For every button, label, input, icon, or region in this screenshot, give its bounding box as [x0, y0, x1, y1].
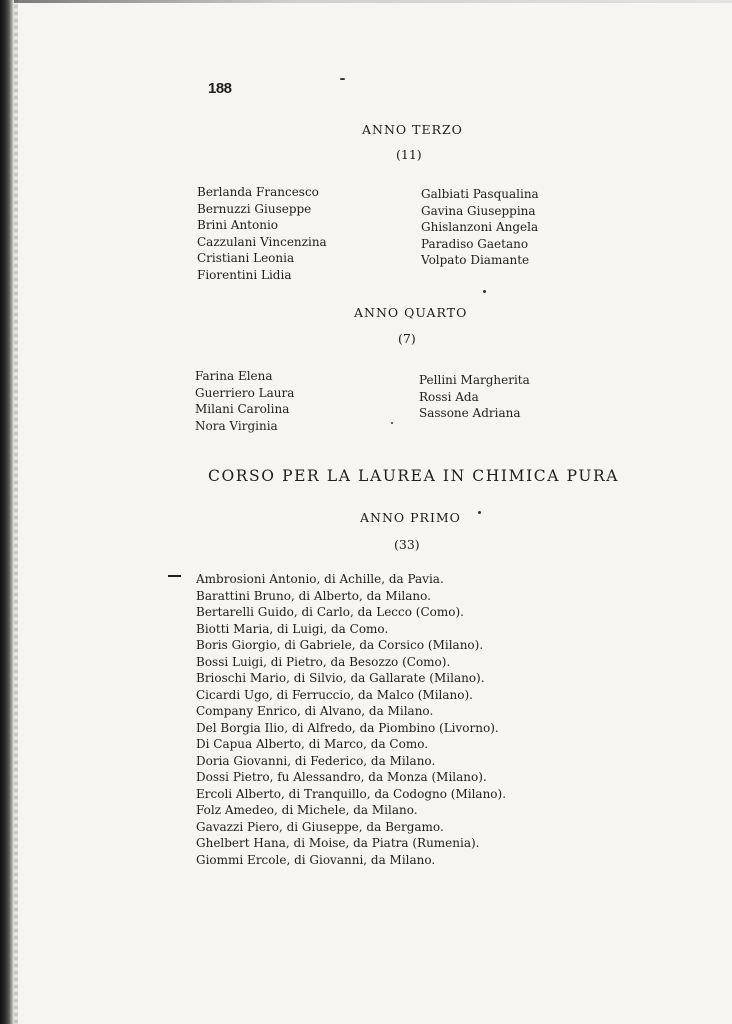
list-item: Giommi Ercole, di Giovanni, da Milano.: [196, 852, 436, 867]
anno-terzo-right-column: [421, 186, 539, 269]
student-list: [196, 571, 506, 868]
scan-speck: [391, 422, 393, 424]
anno-quarto-heading: ANNO QUARTO: [354, 305, 468, 320]
scan-speck: [478, 511, 481, 514]
list-item: Pellini Margherita: [419, 373, 530, 387]
list-item: Paradiso Gaetano: [421, 236, 529, 251]
list-item: Volpato Diamante: [421, 253, 530, 267]
page-number: 188: [208, 80, 232, 97]
list-item: Boris Giorgio, di Gabriele, da Corsico (Milano).: [196, 638, 484, 652]
anno-quarto-right-column: [419, 372, 530, 422]
top-edge-shadow: [0, 0, 732, 3]
list-item: Biotti Maria, di Luigi, da Como.: [196, 621, 389, 636]
list-item: Ghislanzoni Angela: [421, 220, 539, 234]
anno-primo-count: (33): [394, 537, 420, 552]
list-item: Cazzulani Vincenzina: [197, 234, 327, 249]
anno-terzo-count: (11): [396, 147, 422, 162]
list-item: Berlanda Francesco: [197, 185, 319, 199]
list-item: Cicardi Ugo, di Ferruccio, da Malco (Milano).: [196, 687, 473, 702]
anno-quarto-count: (7): [398, 331, 416, 346]
list-item: Guerriero Laura: [195, 385, 295, 400]
list-item: Brioschi Mario, di Silvio, da Gallarate (Milano).: [196, 671, 485, 685]
margin-dash-mark: [168, 575, 181, 577]
anno-quarto-left-column: [195, 368, 294, 434]
list-item: Bernuzzi Giuseppe: [197, 201, 312, 216]
list-item: Del Borgia Ilio, di Alfredo, da Piombino (Livorno).: [196, 720, 499, 735]
list-item: Farina Elena: [195, 369, 273, 383]
list-item: Brini Antonio: [197, 218, 279, 232]
anno-terzo-heading: ANNO TERZO: [362, 122, 463, 137]
binding-texture: [14, 0, 18, 1024]
list-item: Company Enrico, di Alvano, da Milano.: [196, 704, 434, 718]
list-item: Bertarelli Guido, di Carlo, da Lecco (Como).: [196, 605, 464, 619]
list-item: Bossi Luigi, di Pietro, da Besozzo (Como).: [196, 654, 451, 669]
list-item: Ambrosioni Antonio, di Achille, da Pavia.: [196, 572, 444, 586]
anno-primo-heading: ANNO PRIMO: [360, 510, 461, 525]
list-item: Fiorentini Lidia: [197, 267, 292, 282]
list-item: Sassone Adriana: [419, 406, 521, 420]
list-item: Gavazzi Piero, di Giuseppe, da Bergamo.: [196, 819, 444, 834]
list-item: Folz Amedeo, di Michele, da Milano.: [196, 803, 418, 817]
list-item: Rossi Ada: [419, 389, 479, 404]
list-item: Dossi Pietro, fu Alessandro, da Monza (Milano).: [196, 770, 487, 784]
list-item: Di Capua Alberto, di Marco, da Como.: [196, 737, 429, 751]
list-item: Nora Virginia: [195, 418, 278, 433]
anno-terzo-left-column: [197, 184, 327, 283]
scan-speck: [340, 78, 345, 80]
list-item: Milani Carolina: [195, 402, 290, 416]
book-binding-edge: [0, 0, 14, 1024]
list-item: Cristiani Leonia: [197, 251, 295, 265]
list-item: Doria Giovanni, di Federico, da Milano.: [196, 753, 436, 768]
list-item: Barattini Bruno, di Alberto, da Milano.: [196, 588, 431, 603]
list-item: Gavina Giuseppina: [421, 203, 536, 218]
list-item: Ghelbert Hana, di Moise, da Piatra (Rumenia).: [196, 836, 480, 850]
list-item: Galbiati Pasqualina: [421, 187, 539, 201]
course-title: CORSO PER LA LAUREA IN CHIMICA PURA: [208, 467, 620, 485]
list-item: Ercoli Alberto, di Tranquillo, da Codogno (Milano).: [196, 786, 507, 801]
scan-speck: [483, 290, 486, 293]
